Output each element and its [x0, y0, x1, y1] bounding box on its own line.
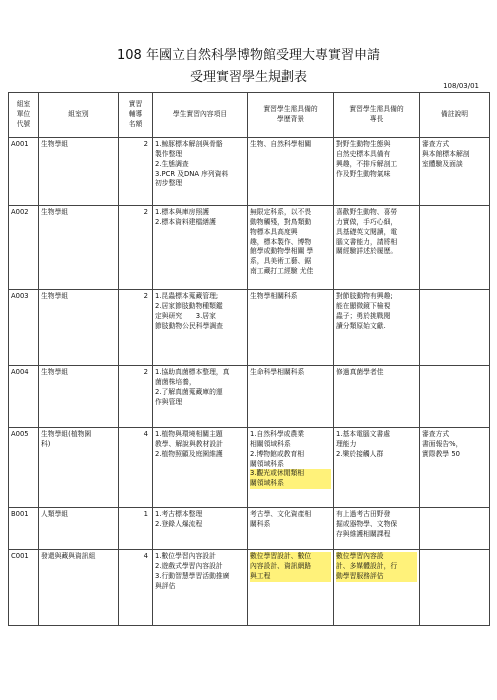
note-cell: [420, 290, 490, 366]
table-header-row: [9, 93, 490, 138]
education-cell: 無限定科系，以不畏 動物觸殘，對鳥類動 物標本具高度興 趣，標本製作、博物 館學或動物學相關 學 系，具美術工藝、鋸 南工藏打工經驗 尤佳: [248, 206, 334, 290]
department-cell: 生物學組: [39, 206, 119, 290]
table-row: [9, 550, 490, 626]
unit-code-cell: A004: [9, 366, 39, 428]
column-header: 實習學生需具備的 專長: [334, 93, 420, 138]
content-cell: 1.昆蟲標本蒐藏管理; 2.居家節肢動物種類鑑 定與研究 3.居家 節肢動物公民科學調查: [153, 290, 248, 366]
content-cell: 1.考古標本整理 2.登錄人爆流程: [153, 508, 248, 550]
department-cell: 人類學組: [39, 508, 119, 550]
skill-cell: 1.基本電腦文書處 理能力 2.樂於接觸人群: [334, 428, 420, 508]
content-cell: 1.標本與庫房照護 2.標本資料建檔繕護: [153, 206, 248, 290]
note-cell: [420, 206, 490, 290]
department-cell: 生物學組: [39, 138, 119, 206]
table-row: [9, 428, 490, 508]
skill-cell: 修過真菌學者佳: [334, 366, 420, 428]
unit-code-cell: A002: [9, 206, 39, 290]
table-row: [9, 508, 490, 550]
document-title: 108 年國立自然科學博物館受理大專實習申請: [117, 48, 380, 63]
skill-cell: 數位學習內容設 計、多媒體設計，行 動學習服務評估: [334, 550, 420, 626]
quota-cell: 2: [119, 366, 153, 428]
department-cell: 發還與藏與資訊組: [39, 550, 119, 626]
internship-table: [8, 92, 490, 626]
document-date: 108/03/01: [443, 82, 479, 90]
skill-cell: 喜歡野生動物、喜勞 力實做，手巧心細， 具基礎英文閱讀，電 腦文書能力，請將相 關經驗詳述於履歷。: [334, 206, 420, 290]
quota-cell: 1: [119, 508, 153, 550]
unit-code-cell: A001: [9, 138, 39, 206]
unit-code-cell: B001: [9, 508, 39, 550]
unit-code-cell: A003: [9, 290, 39, 366]
note-cell: 審查方式 與本館標本解剖 室體驗及面談: [420, 138, 490, 206]
content-cell: 1.數位學習內容設計 2.遊戲式學習內容設計 3.行動智慧學習活動推廣 與評估: [153, 550, 248, 626]
quota-cell: 2: [119, 290, 153, 366]
column-header: 組室 單位 代號: [9, 93, 39, 138]
quota-cell: 2: [119, 138, 153, 206]
table-row: [9, 290, 490, 366]
column-header: 實習 輔導 名額: [119, 93, 153, 138]
education-cell: 生物學相關科系: [248, 290, 334, 366]
table-row: [9, 366, 490, 428]
content-cell: 1.鯨豚標本解剖與骨骼 製作整理 2.生態調查 3.PCR 及DNA 序列資料 初步整理: [153, 138, 248, 206]
content-cell: 1.植物與環境相關主題 教學、解說與教材設計 2.植物照顧及庭園維護: [153, 428, 248, 508]
content-cell: 1.協助真菌標本整理，真 菌菌株培養， 2.了解真菌蒐藏庫的運 作與管理: [153, 366, 248, 428]
department-cell: 生物學組: [39, 290, 119, 366]
department-cell: 生物學組(植物園 科): [39, 428, 119, 508]
document-subtitle: 受理實習學生規劃表: [189, 70, 307, 85]
education-cell: 生物、自然科學相關: [248, 138, 334, 206]
skill-cell: 有上過考古田野發 掘或器物學、文物保 存與維護相關課程: [334, 508, 420, 550]
skill-cell: 對節肢動物有興趣; 能在顯微鏡下檢視 蟲子；勇於挑戰閱 讀分類原始文獻.: [334, 290, 420, 366]
unit-code-cell: A005: [9, 428, 39, 508]
department-cell: 生物學組: [39, 366, 119, 428]
column-header: 實習學生需具備的 學歷背景: [248, 93, 334, 138]
education-cell: 生命科學相關科系: [248, 366, 334, 428]
quota-cell: 4: [119, 428, 153, 508]
table-body: [9, 138, 490, 626]
education-cell: 數位學習設計、數位 內容設計、資訊網路 與工程: [248, 550, 334, 626]
unit-code-cell: C001: [9, 550, 39, 626]
education-cell: 1.自然科學或農業 相關領域科系 2.博物館或教育相 關領域科系 3.觀光或休閒類相 關領域科系: [248, 428, 334, 508]
quota-cell: 2: [119, 206, 153, 290]
table-row: [9, 206, 490, 290]
column-header: 組室別: [39, 93, 119, 138]
note-cell: [420, 366, 490, 428]
quota-cell: 4: [119, 550, 153, 626]
column-header: 備註說明: [420, 93, 490, 138]
column-header: 學生實習內容項目: [153, 93, 248, 138]
education-cell: 考古學、文化資產相 關科系: [248, 508, 334, 550]
table-row: [9, 138, 490, 206]
skill-cell: 對野生動物生態與 自然史標本具備有 興趣，不排斥解剖工 作及野生動物氣味: [334, 138, 420, 206]
note-cell: [420, 508, 490, 550]
note-cell: [420, 550, 490, 626]
note-cell: 審查方式 書面報告%， 實際教學 50: [420, 428, 490, 508]
